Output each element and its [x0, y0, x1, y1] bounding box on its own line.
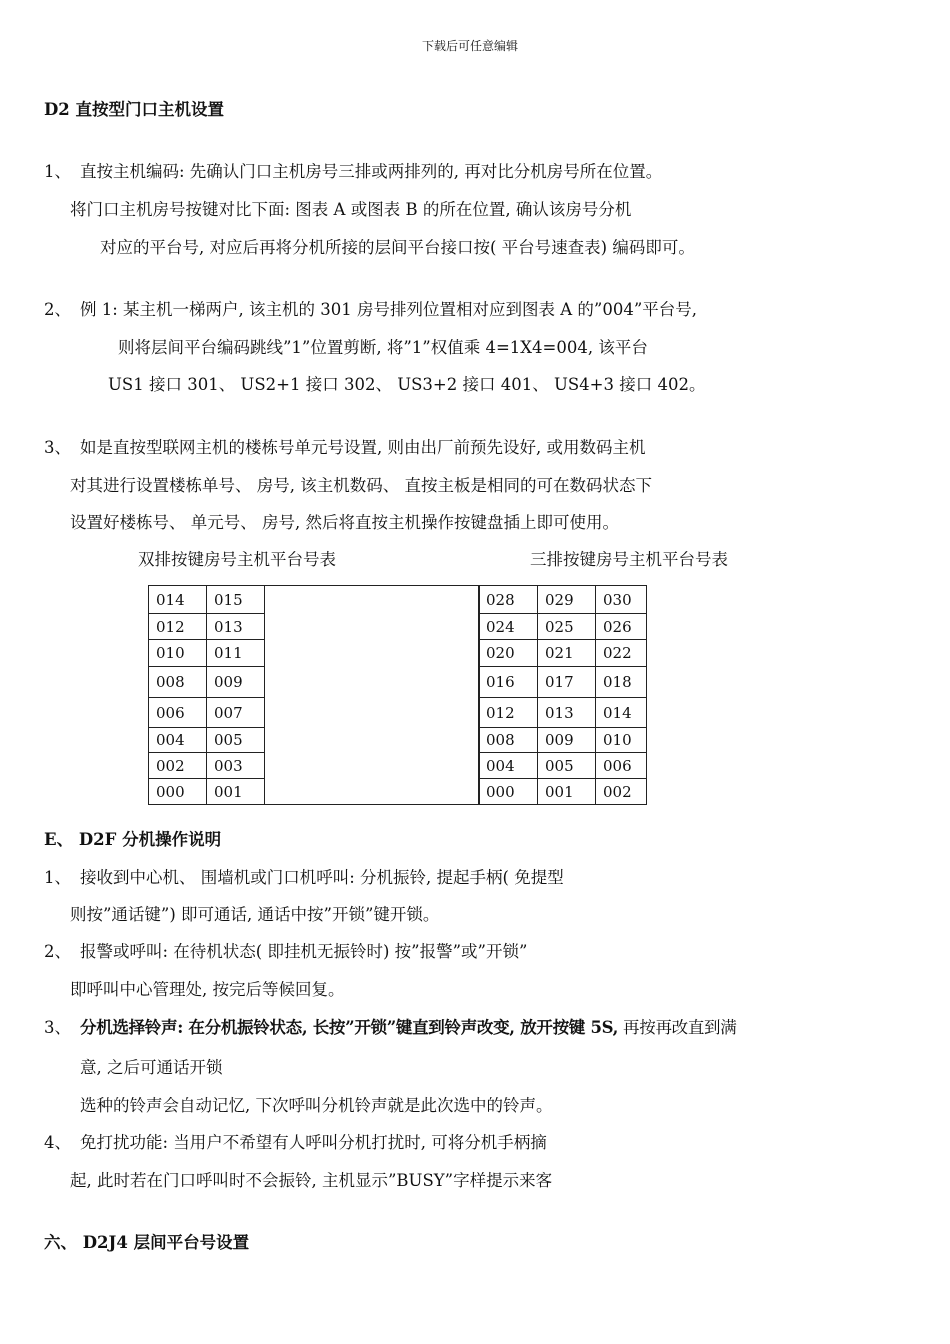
- table-row: [479, 779, 647, 805]
- table-cell: 017: [538, 667, 596, 698]
- table-cell: 013: [207, 614, 265, 640]
- table-cell: 006: [149, 698, 207, 728]
- paragraph-line: 例 1: 某主机一梯两户, 该主机的 301 房号排列位置相对应到图表 A 的”004”平台号,: [80, 300, 698, 319]
- table-cell: 010: [149, 640, 207, 667]
- item-number: 4、: [44, 1133, 71, 1152]
- table-cell: 021: [538, 640, 596, 667]
- paragraph-line: 如是直按型联网主机的楼栋号单元号设置, 则由出厂前预先设好, 或用数码主机: [80, 438, 646, 457]
- paragraph-line: 免打扰功能: 当用户不希望有人呼叫分机打扰时, 可将分机手柄摘: [80, 1133, 547, 1152]
- table-a: [148, 585, 480, 805]
- paragraph-line: 将门口主机房号按键对比下面: 图表 A 或图表 B 的所在位置, 确认该房号分机: [70, 200, 632, 219]
- section-d2-title: D2 直按型门口主机设置: [44, 100, 225, 119]
- table-cell: 030: [596, 586, 647, 614]
- item-number: 1、: [44, 868, 71, 887]
- table-row: [479, 586, 647, 614]
- normal-text: 再按再改直到满: [618, 1018, 737, 1037]
- table-cell: 004: [149, 728, 207, 753]
- table-row: [479, 614, 647, 640]
- table-cell: 000: [479, 779, 538, 805]
- table-cell: 029: [538, 586, 596, 614]
- table-cell: 001: [538, 779, 596, 805]
- table-cell: 006: [596, 753, 647, 779]
- table-cell: 012: [149, 614, 207, 640]
- table-row: [149, 586, 480, 614]
- table-row: [479, 728, 647, 753]
- paragraph-line: US1 接口 301、 US2+1 接口 302、 US3+2 接口 401、 US4+3 接口 402。: [108, 375, 706, 394]
- table-cell: 009: [207, 667, 265, 698]
- table-b-title: 三排按键房号主机平台号表: [530, 550, 728, 569]
- table-cell: 011: [207, 640, 265, 667]
- table-cell: 010: [596, 728, 647, 753]
- item-number: 3、: [44, 438, 71, 457]
- table-cell: 022: [596, 640, 647, 667]
- item-number: 2、: [44, 942, 71, 961]
- table-cell: 008: [479, 728, 538, 753]
- table-cell: 004: [479, 753, 538, 779]
- table-cell: 016: [479, 667, 538, 698]
- table-cell: 012: [479, 698, 538, 728]
- paragraph-line: 则按”通话键”) 即可通话, 通话中按”开锁”键开锁。: [70, 905, 440, 924]
- bold-text: 分机选择铃声: 在分机振铃状态, 长按”开锁”键直到铃声改变, 放开按键 5S,: [80, 1018, 619, 1037]
- item-number: 2、: [44, 300, 71, 319]
- table-empty-cell: [265, 586, 480, 805]
- table-cell: 007: [207, 698, 265, 728]
- paragraph-line: 接收到中心机、 围墙机或门口机呼叫: 分机振铃, 提起手柄( 免提型: [80, 868, 564, 887]
- section-e-title: E、 D2F 分机操作说明: [44, 830, 222, 849]
- table-b: [478, 585, 647, 805]
- table-cell: 026: [596, 614, 647, 640]
- table-cell: 024: [479, 614, 538, 640]
- item-number: 3、: [44, 1018, 71, 1037]
- page-header: 下载后可任意编辑: [422, 39, 519, 53]
- table-row: [479, 667, 647, 698]
- paragraph-line: 即呼叫中心管理处, 按完后等候回复。: [70, 980, 345, 999]
- table-cell: 005: [207, 728, 265, 753]
- table-cell: 014: [596, 698, 647, 728]
- table-row: [479, 640, 647, 667]
- paragraph-line: 对其进行设置楼栋单号、 房号, 该主机数码、 直按主板是相同的可在数码状态下: [70, 476, 652, 495]
- table-cell: 008: [149, 667, 207, 698]
- paragraph-line: 则将层间平台编码跳线”1”位置剪断, 将”1”权值乘 4=1X4=004, 该平台: [118, 338, 648, 357]
- paragraph-line: 起, 此时若在门口呼叫时不会振铃, 主机显示”BUSY”字样提示来客: [70, 1171, 553, 1190]
- item-number: 1、: [44, 162, 71, 181]
- table-cell: 002: [596, 779, 647, 805]
- section-6-title: 六、 D2J4 层间平台号设置: [44, 1233, 250, 1252]
- table-cell: 002: [149, 753, 207, 779]
- table-row: [479, 753, 647, 779]
- paragraph-line: 选种的铃声会自动记忆, 下次呼叫分机铃声就是此次选中的铃声。: [80, 1096, 553, 1115]
- paragraph-line: 直按主机编码: 先确认门口主机房号三排或两排列的, 再对比分机房号所在位置。: [80, 162, 663, 181]
- table-cell: 003: [207, 753, 265, 779]
- paragraph-line: 设置好楼栋号、 单元号、 房号, 然后将直按主机操作按键盘插上即可使用。: [70, 513, 619, 532]
- paragraph-line: 意, 之后可通话开锁: [80, 1058, 223, 1077]
- paragraph-line: 报警或呼叫: 在待机状态( 即挂机无振铃时) 按”报警”或”开锁”: [80, 942, 528, 961]
- paragraph-line: 对应的平台号, 对应后再将分机所接的层间平台接口按( 平台号速查表) 编码即可。: [100, 238, 695, 257]
- table-cell: 013: [538, 698, 596, 728]
- table-a-title: 双排按键房号主机平台号表: [138, 550, 336, 569]
- table-cell: 025: [538, 614, 596, 640]
- table-cell: 001: [207, 779, 265, 805]
- table-cell: 009: [538, 728, 596, 753]
- table-cell: 020: [479, 640, 538, 667]
- table-cell: 028: [479, 586, 538, 614]
- table-cell: 015: [207, 586, 265, 614]
- table-cell: 014: [149, 586, 207, 614]
- table-cell: 018: [596, 667, 647, 698]
- table-row: [479, 698, 647, 728]
- table-cell: 000: [149, 779, 207, 805]
- table-cell: 005: [538, 753, 596, 779]
- paragraph-line: [80, 1018, 736, 1038]
